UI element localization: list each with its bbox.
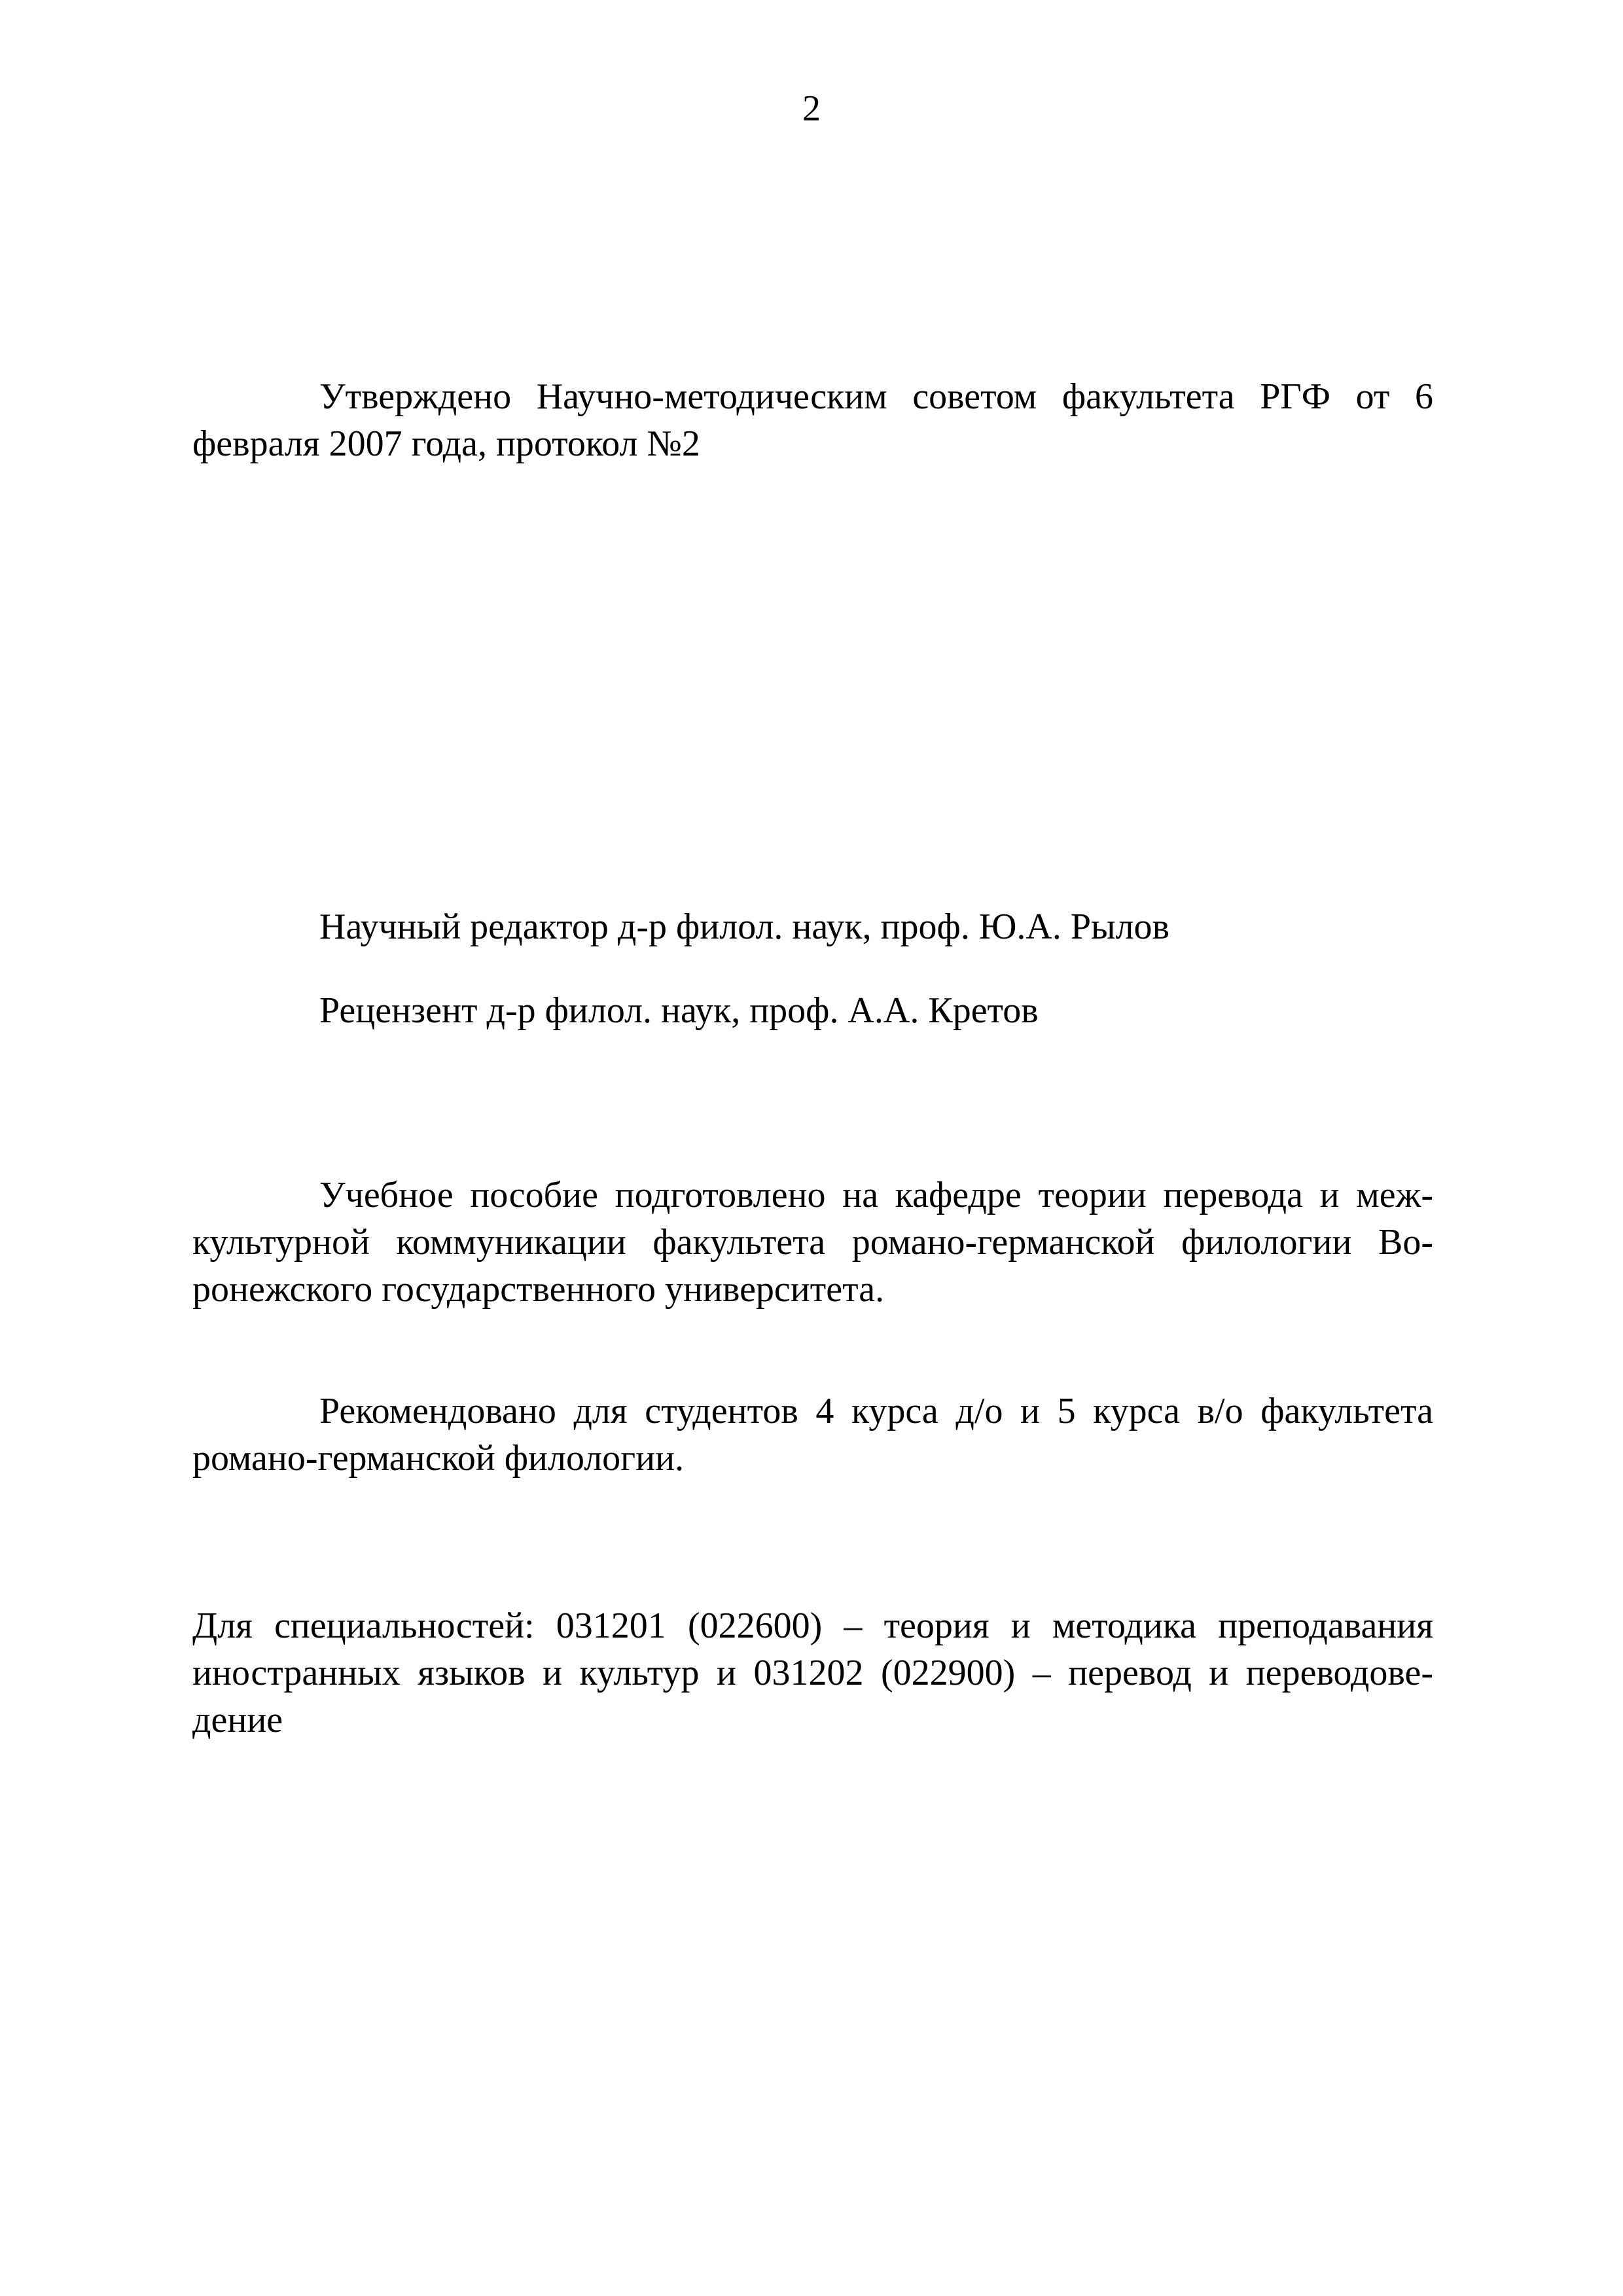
page-number: 2	[802, 88, 821, 129]
editor-text: Научный редактор д-р филол. наук, проф. Ю.А. Рылов	[319, 906, 1169, 947]
specialties-paragraph	[192, 1602, 1433, 1744]
reviewer-text: Рецензент д-р филол. наук, проф. А.А. Кретов	[319, 990, 1039, 1031]
preparation-line-3: ронежского государственного университета.	[192, 1269, 885, 1310]
preparation-paragraph	[192, 1172, 1433, 1313]
specialties-line-3: дение	[192, 1700, 283, 1740]
specialties-line-2: иностранных языков и культур и 031202 (022900) – перевод и переводове-	[192, 1653, 1433, 1693]
preparation-line-2: культурной коммуникации факультета романо-германской филологии Во-	[192, 1222, 1433, 1263]
specialties-line-1: Для специальностей: 031201 (022600) – теория и методика преподавания	[192, 1605, 1433, 1646]
reviewer	[192, 987, 1433, 1034]
recommendation-line-2: романо-германской филологии.	[192, 1438, 685, 1479]
recommendation-paragraph	[192, 1388, 1433, 1482]
preparation-line-1: Учебное пособие подготовлено на кафедре теории перевода и меж-	[319, 1175, 1433, 1215]
approval-line-1: Утверждено Научно-методическим советом факультета РГФ от 6	[319, 376, 1433, 417]
approval-paragraph	[192, 373, 1433, 467]
scientific-editor	[192, 903, 1433, 950]
approval-line-2: февраля 2007 года, протокол №2	[192, 423, 700, 464]
recommendation-line-1: Рекомендовано для студентов 4 курса д/о и 5 курса в/о факультета	[319, 1391, 1433, 1431]
